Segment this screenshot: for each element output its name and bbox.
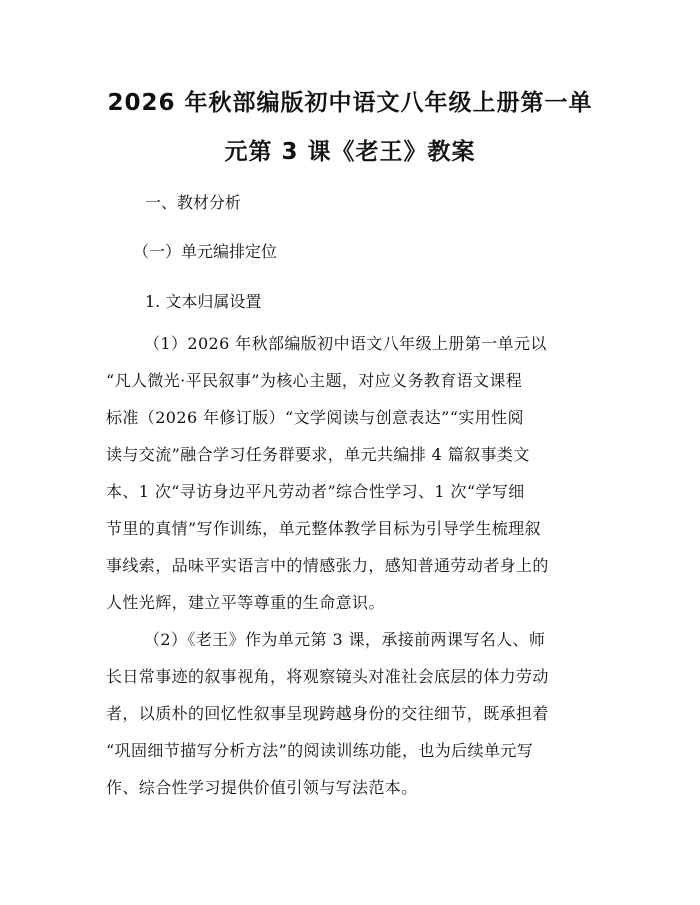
section-heading-teaching-material-analysis: 一、教材分析 bbox=[145, 193, 242, 212]
paragraph-line: 读与交流”融合学习任务群要求，单元共编排 4 篇叙事类文 bbox=[106, 445, 530, 464]
paragraph-line: 标准（2026 年修订版）“文学阅读与创意表达”“实用性阅 bbox=[106, 408, 524, 427]
document-title-line-1: 2026 年秋部编版初中语文八年级上册第一单 bbox=[107, 90, 593, 116]
paragraph-unit-overview bbox=[106, 333, 606, 629]
paragraph-line: 本、1 次“寻访身边平凡劳动者”综合性学习、1 次“学写细 bbox=[106, 482, 525, 501]
paragraph-line: 事线索，品味平实语言中的情感张力，感知普通劳动者身上的 bbox=[106, 556, 549, 575]
paragraph-line: 长日常事迹的叙事视角，将观察镜头对准社会底层的体力劳动 bbox=[106, 667, 549, 686]
paragraph-line: 人性光辉，建立平等尊重的生命意识。 bbox=[106, 593, 385, 612]
paragraph-line: “巩固细节描写分析方法”的阅读训练功能，也为后续单元写 bbox=[106, 741, 534, 760]
paragraph-line: （1）2026 年秋部编版初中语文八年级上册第一单元以 bbox=[144, 334, 547, 353]
paragraph-lesson-role bbox=[106, 629, 606, 814]
paragraph-line: 者，以质朴的回忆性叙事呈现跨越身份的交往细节，既承担着 bbox=[106, 704, 549, 723]
paragraph-line: 节里的真情”写作训练，单元整体教学目标为引导学生梳理叙 bbox=[106, 519, 541, 538]
document-title-line-2: 元第 3 课《老王》教案 bbox=[224, 139, 476, 165]
paragraph-line: 作、综合性学习提供价值引领与写法范本。 bbox=[106, 778, 418, 797]
subsection-heading-unit-arrangement: （一）单元编排定位 bbox=[133, 242, 278, 261]
item-heading-text-placement: 1. 文本归属设置 bbox=[145, 292, 262, 311]
paragraph-line: （2）《老王》作为单元第 3 课，承接前两课写名人、师 bbox=[144, 630, 546, 649]
paragraph-line: “凡人微光·平民叙事”为核心主题，对应义务教育语文课程 bbox=[106, 371, 523, 390]
